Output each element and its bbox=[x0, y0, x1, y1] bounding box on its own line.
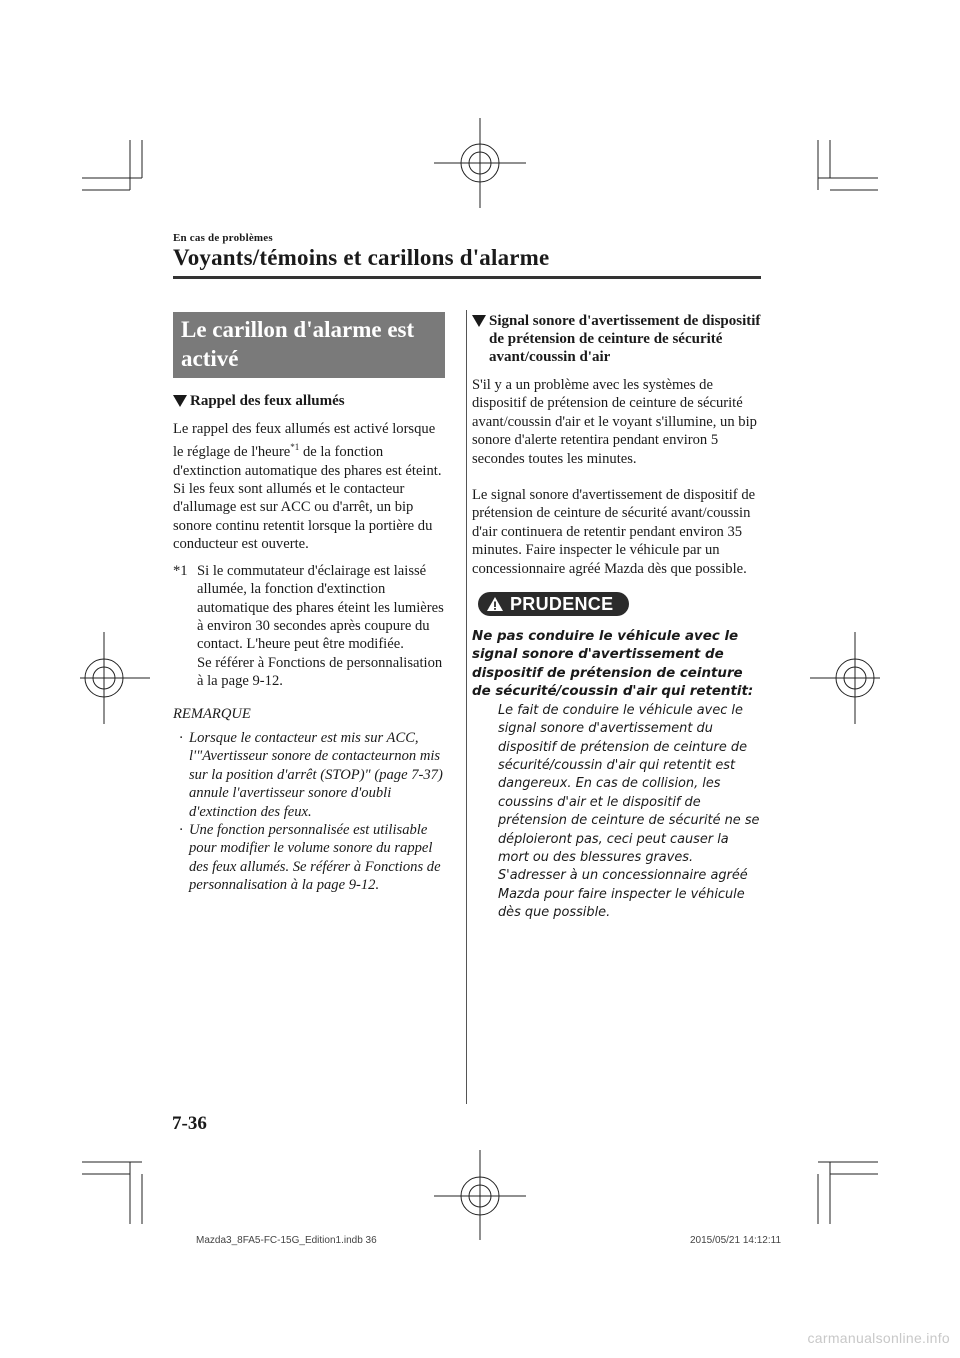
page-title: Voyants/témoins et carillons d'alarme bbox=[173, 245, 550, 270]
page-number: 7-36 bbox=[172, 1113, 207, 1134]
caution-badge bbox=[478, 592, 629, 616]
section-banner: Le carillon d'alarme est activé bbox=[173, 312, 445, 378]
print-timestamp: 2015/05/21 14:12:11 bbox=[690, 1235, 782, 1246]
right-column bbox=[472, 312, 762, 923]
triangle-bullet-icon bbox=[173, 395, 187, 407]
registration-mark-right bbox=[810, 632, 880, 724]
note-item-text: Une fonction personnalisée est utilisable pour modifier le volume sonore du rappel des feux allumés. Se référer à Fonctions de personnalisation à la page 9-12. bbox=[189, 821, 441, 894]
paragraph: Le signal sonore d'avertissement de dispositif de prétension de ceinture de sécurité avant/coussin d'air continuera de retentir pendant environ 35 minutes. Faire inspecter le véhicule par un concessionnaire agréé Mazda dès que possible. bbox=[472, 487, 756, 577]
paragraph-text: Le rappel des feux allumés est activé lorsque le réglage de l'heure bbox=[173, 421, 436, 461]
registration-mark-left bbox=[80, 632, 150, 724]
paragraph-text: de la fonction d'extinction automatique des phares est éteint. bbox=[173, 444, 442, 479]
caution-body: Le fait de conduire le véhicule avec le signal sonore d'avertissement du dispositif de prétension de ceinture de sécurité/coussin d'air qui retentit est dangereux. En cas de collision, les coussins d'air et le dispositif de prétension de ceinture de sécurité ne se déploieront pas, ceci peut causer la mort ou des blessures graves. S'adresser à un concessionnaire agréé Mazda pour faire inspecter le véhicule dès que possible. bbox=[498, 702, 760, 921]
note-item bbox=[173, 729, 448, 821]
footnote-reference-text: Se référer à Fonctions de personnalisation à la page 9-12. bbox=[197, 654, 443, 690]
paragraph: Si les feux sont allumés et le contacteur d'allumage est sur ACC ou d'arrêt, un bip sonore continu retentit lorsque la portière du conducteur est ouverte. bbox=[173, 481, 433, 553]
left-column bbox=[173, 312, 448, 895]
paragraph: S'il y a un problème avec les systèmes de dispositif de prétension de ceinture de sécurité avant/coussin d'air et le voyant s'illumine, un bip sonore d'alerte retentira pendant environ 5 secondes toutes les minutes. bbox=[472, 377, 757, 467]
caution-lead: Ne pas conduire le véhicule avec le signal sonore d'avertissement de dispositif de prétension de ceinture de sécurité/coussin d'air qui retentit: bbox=[472, 629, 754, 700]
footnote-reference: *1 bbox=[290, 442, 300, 453]
caution-label: PRUDENCE bbox=[510, 593, 614, 614]
registration-mark-top bbox=[434, 118, 526, 208]
footnote bbox=[173, 562, 448, 691]
subheading-text: Signal sonore d'avertissement de dispositif de prétension de ceinture de sécurité avant/coussin d'air bbox=[489, 313, 761, 365]
bullet-icon: · bbox=[179, 729, 183, 746]
paragraph bbox=[173, 420, 448, 480]
registration-mark-bottom bbox=[434, 1150, 526, 1240]
note-item bbox=[173, 821, 448, 895]
subheading-seatbelt-warning bbox=[472, 312, 762, 366]
subheading-text: Rappel des feux allumés bbox=[190, 393, 345, 409]
note-heading: REMARQUE bbox=[173, 705, 251, 722]
warning-triangle-icon bbox=[486, 596, 504, 612]
watermark: carmanualsonline.info bbox=[807, 1330, 950, 1346]
bullet-icon: · bbox=[179, 821, 183, 838]
print-file-name: Mazda3_8FA5-FC-15G_Edition1.indb 36 bbox=[196, 1235, 377, 1246]
column-divider bbox=[466, 310, 467, 1104]
note-item-text: Lorsque le contacteur est mis sur ACC, l'"Avertisseur sonore de contacteurnon mis sur la position d'arrêt (STOP)" (page 7-37) annule l'avertisseur sonore d'oubli d'extinction des feux. bbox=[189, 729, 443, 820]
footnote-mark: *1 bbox=[173, 562, 188, 579]
breadcrumb: En cas de problèmes bbox=[173, 232, 273, 244]
footnote-text: Si le commutateur d'éclairage est laissé allumée, la fonction d'extinction automatique des phares éteint les lumières à environ 30 secondes après coupure du contact. L'heure peut être modifiée. bbox=[197, 562, 444, 653]
subheading-lights-reminder bbox=[173, 392, 448, 410]
title-rule bbox=[173, 276, 761, 279]
triangle-bullet-icon bbox=[472, 315, 486, 327]
